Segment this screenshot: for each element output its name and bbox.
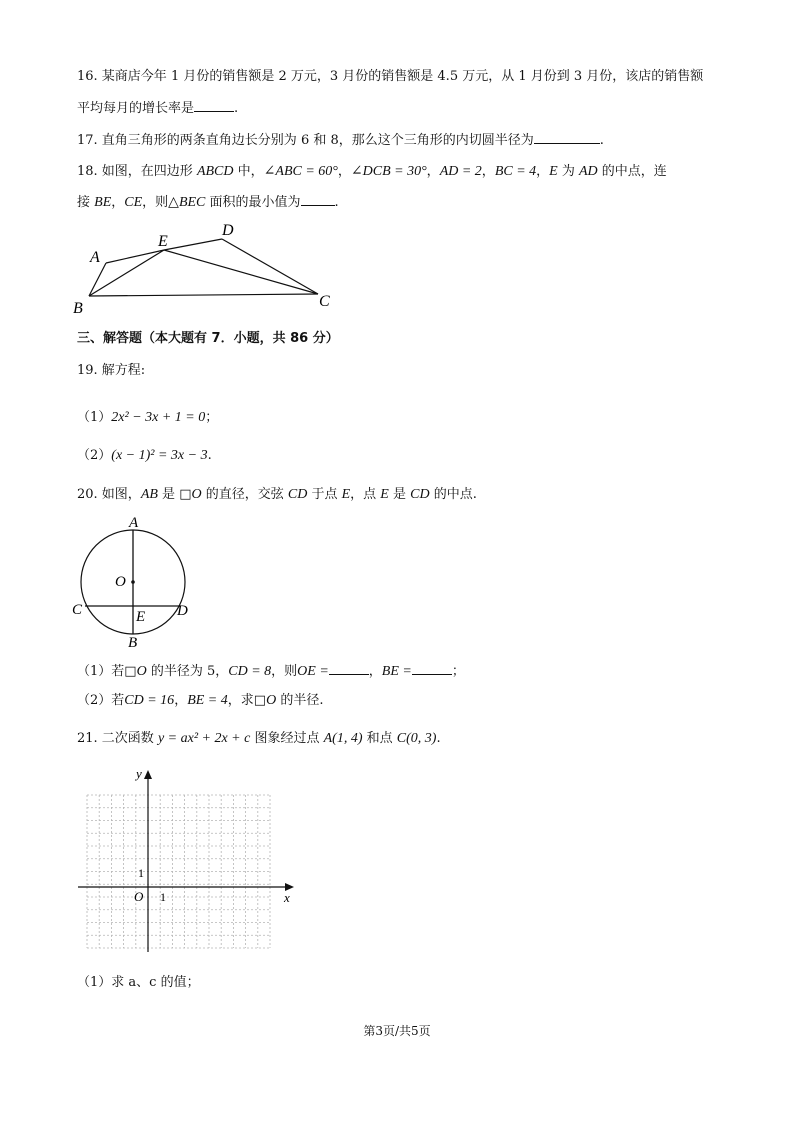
label-o: O <box>115 574 126 590</box>
q17-answer-blank[interactable] <box>534 131 600 144</box>
q19-title: 19. 解方程: <box>77 363 146 378</box>
y-axis-label: y <box>136 766 142 781</box>
page-footer: 第3页/共5页 <box>363 1024 431 1038</box>
q17-line: 17. 直角三角形的两条直角边长分别为 6 和 8，那么这个三角形的内切圆半径为 . <box>77 133 604 148</box>
q16-line2: 平均每月的增长率是 . <box>77 101 239 116</box>
center-point-o <box>131 580 135 584</box>
q21-coordinate-grid <box>70 762 310 962</box>
label-b: B <box>128 635 138 651</box>
segment-ed <box>164 239 222 250</box>
q19-part1: （1）2x² − 3x + 1 = 0； <box>77 410 219 425</box>
q20-be-blank[interactable] <box>412 662 452 675</box>
label-c: C <box>72 602 83 618</box>
q20-part2: （2）若CD = 16，BE = 4，求□O 的半径. <box>77 693 324 708</box>
missing-glyph-box: □ <box>179 487 192 502</box>
section-3-heading: 三、解答题（本大题有 7．小题，共 86 分） <box>77 331 339 346</box>
grid-lines <box>87 795 270 948</box>
q18-quadrilateral-figure <box>70 218 350 318</box>
q20-oe-blank[interactable] <box>329 662 369 675</box>
q21-line: 21. 二次函数 y = ax² + 2x + c 图象经过点 A(1, 4) 和点 C(0, 3). <box>77 731 441 746</box>
q20-part1: （1）若□O 的半径为 5，CD = 8，则OE = ，BE = ； <box>77 664 465 679</box>
missing-glyph-box: □ <box>253 693 267 708</box>
segment-bc <box>89 294 318 296</box>
q18-line2: 接 BE，CE，则△BEC 面积的最小值为 . <box>77 195 339 210</box>
y-axis-arrow <box>144 770 152 779</box>
q20-circle-figure <box>65 512 205 652</box>
origin-label: O <box>134 889 144 904</box>
segment-ae <box>106 250 164 263</box>
q19-part2: （2）(x − 1)² = 3x − 3. <box>77 448 212 463</box>
q18-line1: 18. 如图，在四边形 ABCD 中，∠ABC = 60°，∠DCB = 30°，AD = 2，BC = 4，E 为 AD 的中点，连 <box>77 164 667 179</box>
label-e: E <box>136 609 146 625</box>
label-c: C <box>319 293 330 310</box>
label-b: B <box>73 300 83 317</box>
q20-line: 20. 如图，AB 是 □O 的直径，交弦 CD 于点 E，点 E 是 CD 的中点. <box>77 487 477 502</box>
missing-glyph-box: □ <box>124 664 137 679</box>
q18-answer-blank[interactable] <box>301 193 335 206</box>
label-e: E <box>158 233 168 250</box>
y-unit-label: 1 <box>138 866 144 880</box>
segment-dc <box>222 239 318 294</box>
x-unit-label: 1 <box>160 890 166 904</box>
q16-answer-blank[interactable] <box>194 99 234 112</box>
label-a: A <box>129 515 139 531</box>
segment-ce <box>164 250 318 294</box>
label-a: A <box>90 249 100 266</box>
q16-line1: 16. 某商店今年 1 月份的销售额是 2 万元，3 月份的销售额是 4.5 万元，从 1 月份到 3 月份，该店的销售额 <box>77 69 704 84</box>
label-d: D <box>177 603 188 619</box>
label-d: D <box>222 222 234 239</box>
x-axis-label: x <box>284 890 290 905</box>
q21-part1: （1）求 a、c 的值； <box>77 975 200 990</box>
